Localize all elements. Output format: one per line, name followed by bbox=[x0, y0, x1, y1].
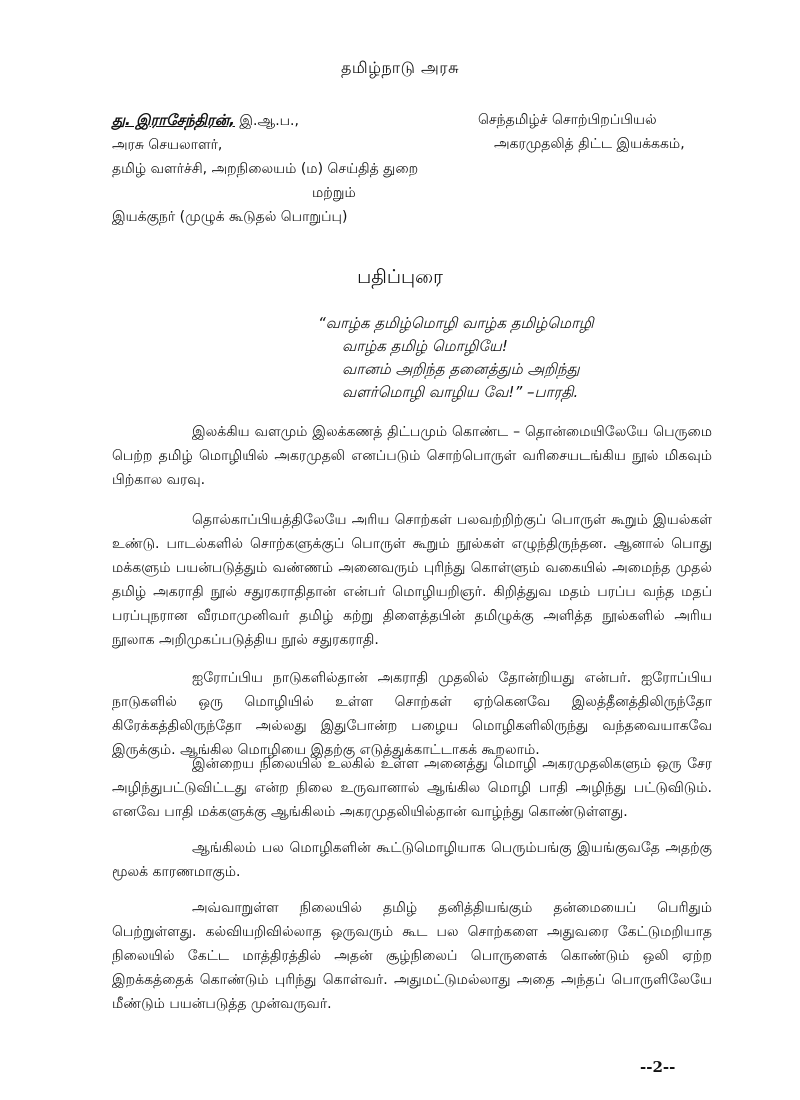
paragraph-6: அவ்வாறுள்ள நிலையில் தமிழ் தனித்தியங்கும் தன்மையைப் பெரிதும் பெற்றுள்ளது. கல்வியறிவில்லாத ஒருவரும் கூட பல சொற்களை அதுவரை கேட்டுமறியாத நிலையில் கேட்ட மாத்திரத்தில் அதன் சூழ்நிலைப் பொருளைக் கொண்டும் ஒலி ஏற்ற இறக்கத்தைக் கொண்டும் புரிந்து கொள்வர். அதுமட்டுமல்லாது அதை அந்தப் பொருளிலேயே மீண்டும் பயன்படுத்த முன்வருவர். bbox=[112, 900, 712, 1012]
sender-additional: இயக்குநர் (முழுக் கூடுதல் பொறுப்பு) bbox=[112, 209, 348, 225]
page-title: பதிப்புரை bbox=[357, 266, 443, 288]
sender-conjunction: மற்றும் bbox=[312, 185, 356, 201]
poem-quote bbox=[318, 312, 594, 404]
page-number: --2-- bbox=[640, 1058, 676, 1076]
paragraph-2: தொல்காப்பியத்திலேயே அரிய சொற்கள் பலவற்றிற்குப் பொருள் கூறும் இயல்கள் உண்டு. பாடல்களில் சொற்களுக்குப் பொருள் கூறும் நூல்கள் எழுந்திருந்தன. ஆனால் பொது மக்களும் பயன்படுத்தும் வண்ணம் அனைவரும் புரிந்து கொள்ளும் வகையில் அமைந்த முதல் தமிழ் அகராதி நூல் சதுரகராதிதான் என்பர் மொழியறிஞர். கிறித்துவ மதம் பரப்ப வந்த மதப் பரப்புநரான வீரமாமுனிவர் தமிழ் கற்று திளைத்தபின் தமிழுக்கு அளித்த நூல்களில் அரிய நூலாக அறிமுகப்படுத்திய நூல் சதுரகராதி. bbox=[112, 512, 712, 648]
poem-line-4: வளர்மொழி வாழிய வே!” –பாரதி. bbox=[342, 383, 579, 401]
sender-designation: அரசு செயலாளர், bbox=[112, 137, 223, 153]
sender-block bbox=[112, 108, 418, 229]
paragraph-5: ஆங்கிலம் பல மொழிகளின் கூட்டுமொழியாக பெரும்பங்கு இயங்குவதே அதற்கு மூலக் காரணமாகும். bbox=[112, 840, 712, 880]
government-header: தமிழ்நாடு அரசு bbox=[340, 58, 460, 77]
sender-title-suffix: இ.ஆ.ப., bbox=[234, 113, 299, 129]
sender-department: தமிழ் வளர்ச்சி, அறநிலையம் (ம) செய்தித் துறை bbox=[112, 161, 419, 177]
poem-line-1: “வாழ்க தமிழ்மொழி வாழ்க தமிழ்மொழி bbox=[318, 314, 594, 332]
project-block bbox=[478, 108, 685, 156]
sender-name-line bbox=[112, 108, 418, 133]
poem-line-2: வாழ்க தமிழ் மொழியே! bbox=[342, 337, 508, 355]
sender-name: து. இராசேந்திரன், bbox=[112, 111, 235, 129]
paragraph-4: இன்றைய நிலையில் உலகில் உள்ள அனைத்து மொழி அகரமுதலிகளும் ஒரு சேர அழிந்துபட்டுவிட்டது என்ற நிலை உருவானால் ஆங்கில மொழி பாதி அழிந்து பட்டுவிடும். எனவே பாதி மக்களுக்கு ஆங்கிலம் அகரமுதலியில்தான் வாழ்ந்து கொண்டுள்ளது. bbox=[112, 756, 712, 820]
paragraph-1: இலக்கிய வளமும் இலக்கணத் திட்பமும் கொண்ட – தொன்மையிலேயே பெருமை பெற்ற தமிழ் மொழியில் அகரமுதலி எனப்படும் சொற்பொருள் வரிசையடங்கிய நூல் மிகவும் பிற்கால வரவு. bbox=[112, 424, 712, 488]
paragraph-3: ஐரோப்பிய நாடுகளில்தான் அகராதி முதலில் தோன்றியது என்பர். ஐரோப்பிய நாடுகளில் ஒரு மொழியில் உள்ள சொற்கள் ஏற்கெனவே இலத்தீனத்திலிருந்தோ கிரேக்கத்திலிருந்தோ அல்லது இதுபோன்ற பழைய மொழிகளிலிருந்து வந்தவையாகவே இருக்கும். ஆங்கில மொழியை இதற்கு எடுத்துக்காட்டாகக் கூறலாம். bbox=[112, 670, 712, 758]
poem-line-3: வானம் அறிந்த தனைத்தும் அறிந்து bbox=[342, 360, 580, 378]
project-line-1: செந்தமிழ்ச் சொற்பிறப்பியல் bbox=[478, 112, 657, 128]
project-line-2: அகரமுதலித் திட்ட இயக்ககம், bbox=[494, 136, 685, 152]
